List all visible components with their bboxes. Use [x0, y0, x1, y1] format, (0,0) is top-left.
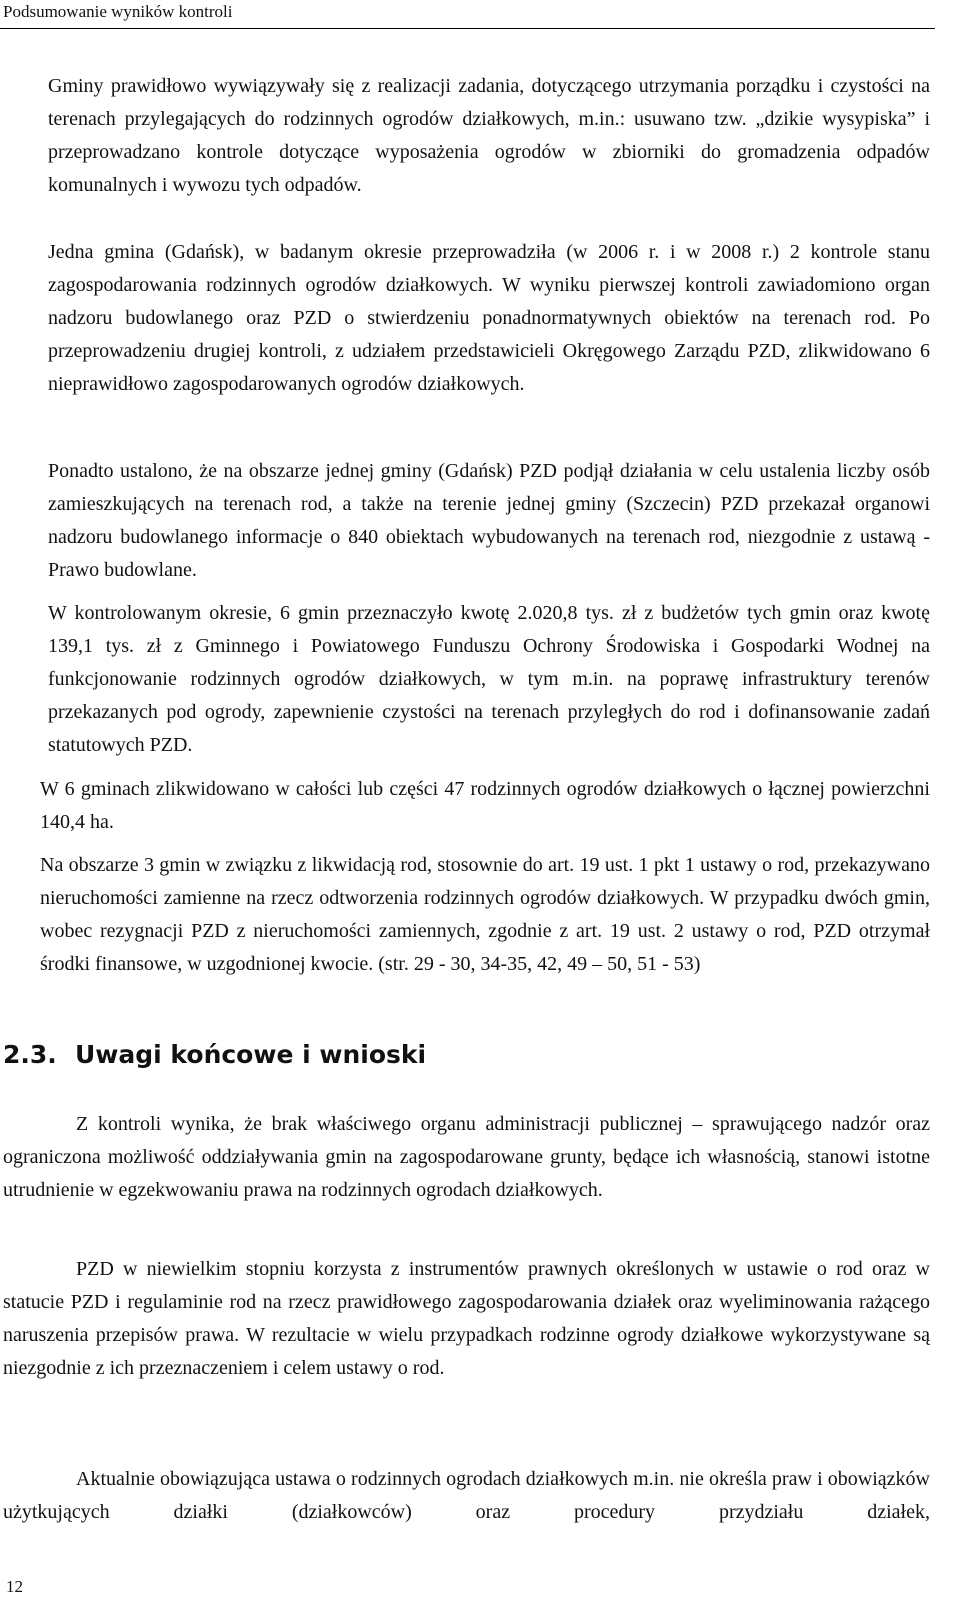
paragraph-liquidated-gardens: W 6 gminach zlikwidowano w całości lub części 47 rodzinnych ogrodów działkowych o łącznej powierzchni 140,4 ha.: [40, 778, 930, 833]
paragraph-szczecin-findings: Ponadto ustalono, że na obszarze jednej gminy (Gdańsk) PZD podjął działania w celu ustalenia liczby osób zamieszkujących na terenach rod, a także na terenie jednej gminy (Szczecin) PZD przekazał organowi nadzoru budowlanego informacje o 840 obiektach wybudowanych na terenach rod, niezgodnie z ustawą - Prawo budowlane.: [48, 460, 930, 581]
paragraph-conclusion-pzd: PZD w niewielkim stopniu korzysta z instrumentów prawnych określonych w ustawie o rod oraz w statucie PZD i regulaminie rod na rzecz prawidłowego zagospodarowania działek oraz wyeliminowania rażącego naruszenia przepisów prawa. W rezultacie w wielu przypadkach rodzinne ogrody działkowe wykorzystywane są niezgodnie z ich przeznaczeniem i celem ustawy o rod.: [3, 1258, 930, 1379]
section-title: Uwagi końcowe i wnioski: [75, 1040, 427, 1069]
paragraph-street-cleaning: Gminy prawidłowo wywiązywały się z realizacji zadania, dotyczącego utrzymania porządku i czystości na terenach przylegających do rodzinnych ogrodów działkowych, m.in.: usuwano tzw. „dzikie wysypiska” i przeprowadzano kontrole dotyczące wyposażenia ogrodów w zbiorniki do gromadzenia odpadów komunalnych i wywozu tych odpadów.: [48, 75, 930, 196]
section-number: 2.3.: [3, 1040, 57, 1069]
page-number: 12: [6, 1577, 23, 1596]
paragraph-replacement-property: Na obszarze 3 gmin w związku z likwidacją rod, stosownie do art. 19 ust. 1 pkt 1 ustawy o rod, przekazywano nieruchomości zamienne na rzecz odtworzenia rodzinnych ogrodów działkowych. W przypadku dwóch gmin, wobec rezygnacji PZD z nieruchomości zamiennych, zgodnie z art. 19 ust. 2 ustawy o rod, PZD otrzymał środki finansowe, w uzgodnionej kwocie. (str. 29 - 30, 34-35, 42, 49 – 50, 51 - 53): [40, 854, 930, 975]
paragraph-conclusion-law: Aktualnie obowiązująca ustawa o rodzinnych ogrodach działkowych m.in. nie określa praw i obowiązków użytkujących działki (działkowców) oraz procedury przydziału działek,: [3, 1468, 930, 1523]
paragraph-municipal-funding: W kontrolowanym okresie, 6 gmin przeznaczyło kwotę 2.020,8 tys. zł z budżetów tych gmin oraz kwotę 139,1 tys. zł z Gminnego i Powiatowego Funduszu Ochrony Środowiska i Gospodarki Wodnej na funkcjonowanie rodzinnych ogrodów działkowych, w tym m.in. na poprawę infrastruktury terenów przekazanych pod ogrody, zapewnienie czystości na terenach przyległych do rod i dofinansowanie zadań statutowych PZD.: [48, 602, 930, 756]
running-header: Podsumowanie wyników kontroli: [0, 0, 935, 29]
paragraph-gdansk-inspections: Jedna gmina (Gdańsk), w badanym okresie przeprowadziła (w 2006 r. i w 2008 r.) 2 kontrole stanu zagospodarowania rodzinnych ogrodów działkowych. W wyniku pierwszej kontroli zawiadomiono organ nadzoru budowlanego oraz PZD o stwierdzeniu ponadnormatywnych obiektów na terenach rod. Po przeprowadzeniu drugiej kontroli, z udziałem przedstawicieli Okręgowego Zarządu PZD, zlikwidowano 6 nieprawidłowo zagospodarowanych ogrodów działkowych.: [48, 241, 930, 395]
section-heading: [3, 1037, 426, 1073]
paragraph-conclusion-supervision: Z kontroli wynika, że brak właściwego organu administracji publicznej – sprawującego nadzór oraz ograniczona możliwość oddziaływania gmin na zagospodarowane grunty, będące ich własnością, stanowi istotne utrudnienie w egzekwowaniu prawa na rodzinnych ogrodach działkowych.: [3, 1113, 930, 1201]
